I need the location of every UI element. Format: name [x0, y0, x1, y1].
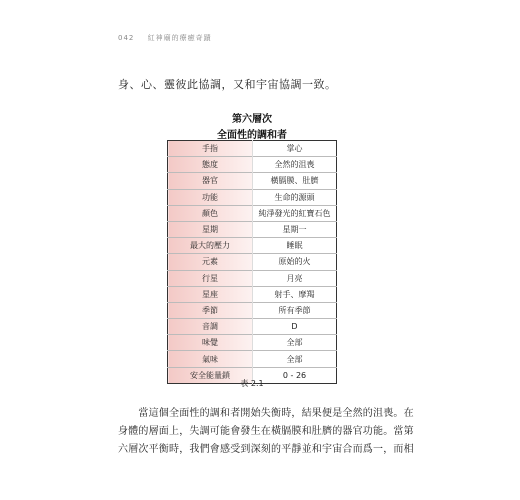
row-value: 原始的火 [253, 254, 337, 270]
row-key: 味覺 [168, 335, 253, 351]
table-row [168, 254, 337, 270]
table-caption: 表 2.1 [240, 379, 264, 388]
row-value: 純淨發光的紅寶石色 [253, 205, 337, 221]
table-row [168, 270, 337, 286]
paragraph-line: 六層次平衡時，我們會感受到深刻的平靜並和宇宙合而爲一，而相 [118, 444, 414, 455]
paragraph-line: 身體的層面上，失調可能會發生在橫膈膜和肚臍的器官功能。當第 [118, 426, 414, 437]
row-value: 月亮 [253, 270, 337, 286]
table-row [168, 335, 337, 351]
row-key: 星座 [168, 286, 253, 302]
row-key: 器官 [168, 173, 253, 189]
row-key: 安全能量鎖 [168, 367, 253, 383]
page-number: 042 [118, 34, 135, 42]
intro-text: 身、心、靈彼此協調，又和宇宙協調一致。 [118, 78, 337, 91]
table-row [168, 157, 337, 173]
table-row [168, 286, 337, 302]
table-row [168, 351, 337, 367]
row-value: 全部 [253, 335, 337, 351]
table-row [168, 189, 337, 205]
row-key: 最大的壓力 [168, 238, 253, 254]
row-value: 生命的源頭 [253, 189, 337, 205]
row-value: D [253, 319, 337, 335]
table-title-line2: 全面性的調和者 [217, 130, 287, 141]
row-value: 0 - 26 [253, 367, 337, 383]
table-row [168, 319, 337, 335]
row-value: 星期一 [253, 221, 337, 237]
table-row [168, 141, 337, 157]
row-key: 功能 [168, 189, 253, 205]
row-key: 星期 [168, 221, 253, 237]
running-header [118, 33, 212, 43]
body-paragraph [118, 405, 414, 459]
book-title: 紅神廟的療癒奇蹟 [147, 34, 212, 42]
table-row [168, 173, 337, 189]
row-key: 元素 [168, 254, 253, 270]
row-key: 氣味 [168, 351, 253, 367]
row-key: 手指 [168, 141, 253, 157]
paragraph-line: 當這個全面性的調和者開始失衡時，結果便是全然的沮喪。在 [118, 408, 414, 419]
row-value: 橫膈膜、肚臍 [253, 173, 337, 189]
row-key: 態度 [168, 157, 253, 173]
row-key: 顏色 [168, 205, 253, 221]
row-value: 掌心 [253, 141, 337, 157]
table-row [168, 205, 337, 221]
row-key: 季節 [168, 302, 253, 318]
table-row [168, 302, 337, 318]
table-row [168, 221, 337, 237]
table-title-line1: 第六層次 [232, 114, 272, 125]
row-key: 音調 [168, 319, 253, 335]
table-row [168, 238, 337, 254]
row-value: 射手、摩羯 [253, 286, 337, 302]
row-value: 全部 [253, 351, 337, 367]
row-key: 行星 [168, 270, 253, 286]
row-value: 全然的沮喪 [253, 157, 337, 173]
row-value: 睡眠 [253, 238, 337, 254]
attributes-table [167, 140, 337, 384]
row-value: 所有季節 [253, 302, 337, 318]
